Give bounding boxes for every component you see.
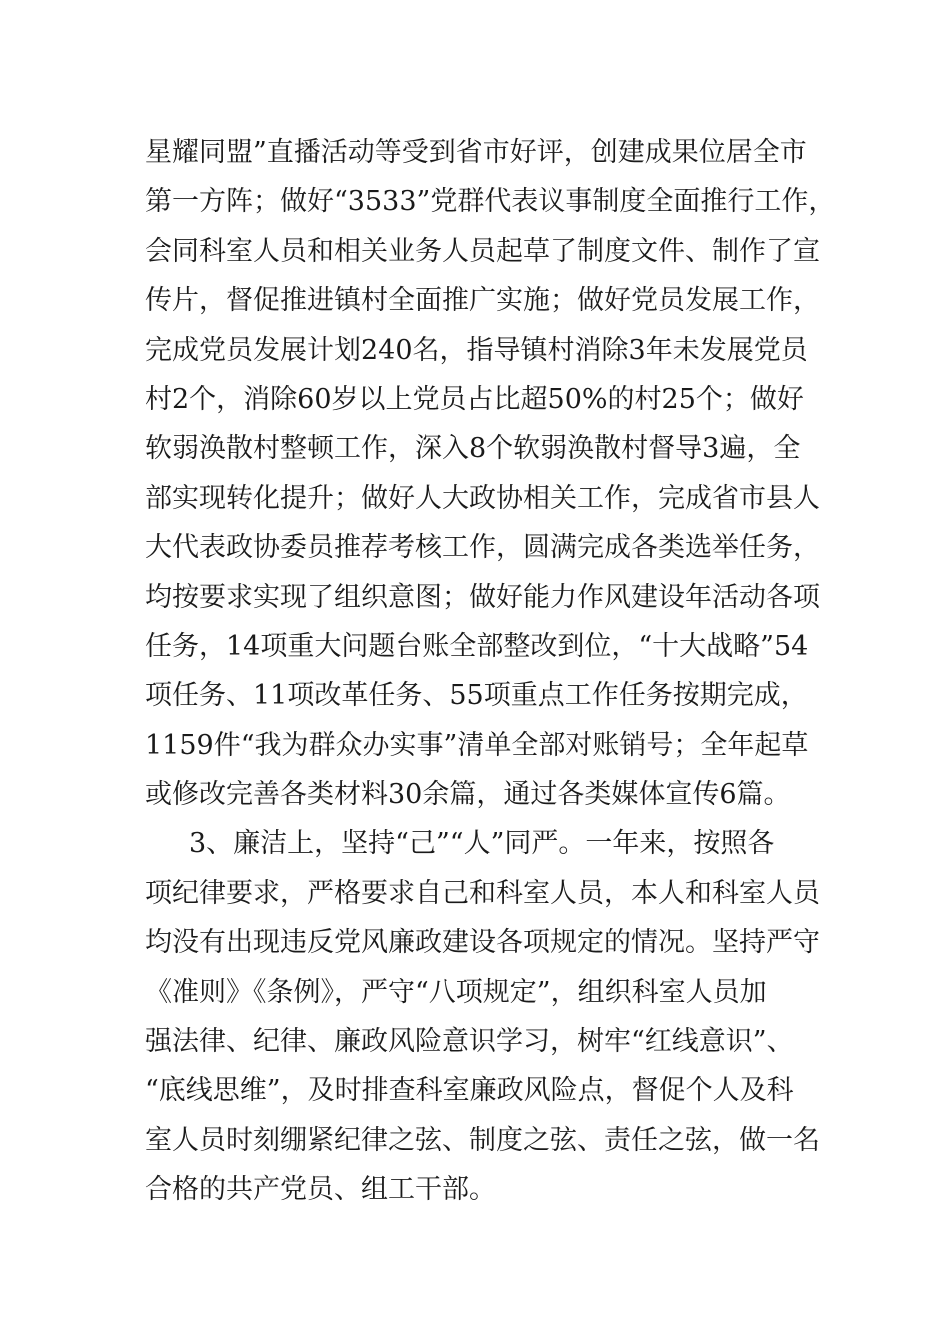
text-line: 软弱涣散村整顿工作，深入8个软弱涣散村督导3遍，全 — [145, 433, 801, 465]
text-line: “底线思维”，及时排查科室廉政风险点，督促个人及科 — [145, 1075, 794, 1107]
text-line: 均没有出现违反党风廉政建设各项规定的情况。坚持严守 — [145, 927, 820, 959]
text-line: 合格的共产党员、组工干部。 — [145, 1174, 496, 1206]
text-line: 项任务、11项改革任务、55项重点工作任务按期完成， — [145, 680, 808, 712]
text-line: 室人员时刻绷紧纪律之弦、制度之弦、责任之弦，做一名 — [145, 1124, 820, 1156]
paragraph-start-line: 3、廉洁上，坚持“己”“人”同严。一年来，按照各 — [189, 828, 775, 860]
text-line: 均按要求实现了组织意图；做好能力作风建设年活动各项 — [145, 581, 820, 613]
text-line: 第一方阵；做好“3533”党群代表议事制度全面推行工作， — [145, 186, 836, 218]
text-line: 1159件“我为群众办实事”清单全部对账销号；全年起草 — [145, 729, 809, 761]
text-line: 部实现转化提升；做好人大政协相关工作，完成省市县人 — [145, 482, 820, 514]
text-line: 《准则》《条例》，严守“八项规定”，组织科室人员加 — [145, 976, 767, 1008]
body-text — [145, 128, 845, 1215]
text-line: 或修改完善各类材料30余篇，通过各类媒体宣传6篇。 — [145, 779, 791, 811]
text-line: 项纪律要求，严格要求自己和科室人员，本人和科室人员 — [145, 877, 820, 909]
text-line: 完成党员发展计划240名，指导镇村消除3年未发展党员 — [145, 334, 808, 366]
text-line: 村2个，消除60岁以上党员占比超50%的村25个；做好 — [145, 383, 804, 415]
text-line: 传片，督促推进镇村全面推广实施；做好党员发展工作， — [145, 285, 820, 317]
text-line: 任务，14项重大问题台账全部整改到位，“十大战略”54 — [145, 630, 809, 662]
text-line: 大代表政协委员推荐考核工作，圆满完成各类选举任务， — [145, 532, 820, 564]
text-line: 强法律、纪律、廉政风险意识学习，树牢“红线意识”、 — [145, 1026, 794, 1058]
text-line: 星耀同盟”直播活动等受到省市好评，创建成果位居全市 — [145, 137, 807, 168]
text-line: 会同科室人员和相关业务人员起草了制度文件、制作了宣 — [145, 235, 820, 267]
